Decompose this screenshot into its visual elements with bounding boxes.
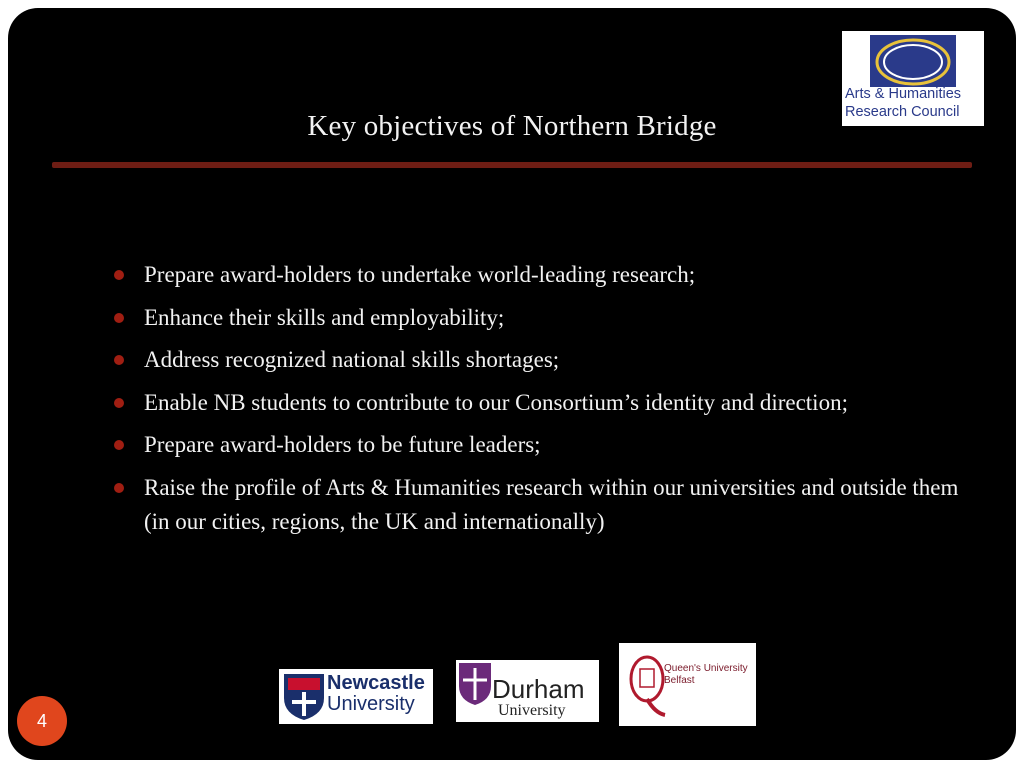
list-item (112, 471, 972, 539)
ahrc-emblem-icon (870, 35, 956, 87)
newcastle-line2: University (327, 693, 415, 715)
list-item-text: Prepare award-holders to be future leaders; (144, 432, 541, 458)
list-item-text: Raise the profile of Arts & Humanities research within our universities and outside them (in our cities, regions, the UK and internationally) (144, 474, 959, 534)
title-divider (52, 162, 972, 168)
durham-university-logo (456, 660, 599, 722)
bullet-icon (114, 355, 124, 365)
newcastle-university-logo (279, 669, 433, 724)
queens-q-emblem-icon (627, 653, 667, 719)
slide-title: Key objectives of Northern Bridge (307, 110, 717, 142)
durham-line1: Durham (492, 674, 585, 704)
bullet-icon (114, 313, 124, 323)
objectives-list (112, 258, 972, 548)
newcastle-line1: Newcastle (327, 672, 425, 694)
list-item (112, 258, 972, 292)
queens-line2: Belfast (664, 675, 695, 686)
ahrc-line1: Arts & Humanities (845, 86, 962, 102)
list-item (112, 301, 972, 335)
durham-crest-icon (458, 662, 492, 706)
bullet-icon (114, 270, 124, 280)
list-item (112, 428, 972, 462)
ahrc-line2: Research Council (845, 104, 960, 120)
durham-line2: University (498, 702, 566, 719)
newcastle-shield-icon (282, 672, 326, 722)
queens-university-belfast-logo (619, 643, 756, 726)
list-item-text: Enhance their skills and employability; (144, 304, 505, 330)
list-item (112, 343, 972, 377)
bullet-icon (114, 440, 124, 450)
bullet-icon (114, 398, 124, 408)
bullet-icon (114, 483, 124, 493)
list-item (112, 386, 972, 420)
list-item-text: Address recognized national skills shortages; (144, 347, 560, 373)
list-item-text: Enable NB students to contribute to our Consortium’s identity and direction; (144, 389, 848, 415)
queens-line1: Queen's University (664, 663, 748, 674)
page-number-badge: 4 (17, 696, 67, 746)
list-item-text: Prepare award-holders to undertake world-leading research; (144, 262, 696, 287)
